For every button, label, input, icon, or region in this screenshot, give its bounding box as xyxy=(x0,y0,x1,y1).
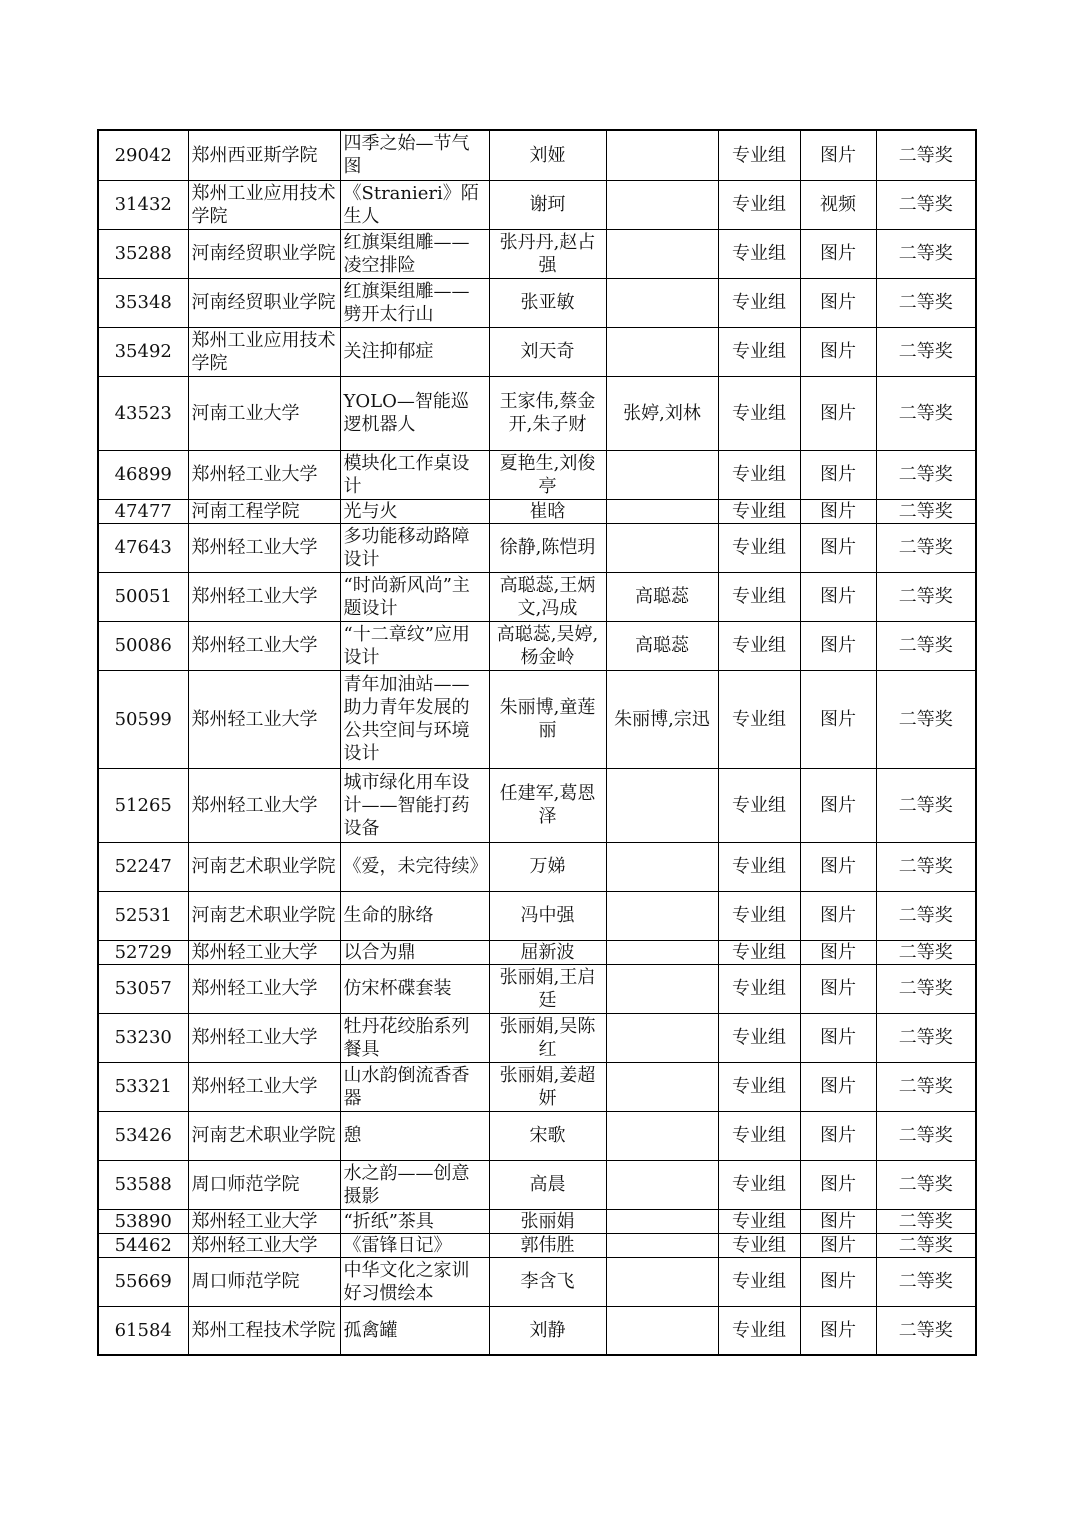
group-cell: 专业组 xyxy=(718,1013,800,1062)
award-cell: 二等奖 xyxy=(876,229,976,278)
advisor-cell: 朱丽博,宗迅 xyxy=(606,670,718,768)
work-title-cell: 《爱，未完待续》 xyxy=(340,842,489,891)
advisor-cell xyxy=(606,499,718,523)
table-row xyxy=(98,572,976,621)
work-title-cell: 红旗渠组雕——劈开太行山 xyxy=(340,278,489,327)
advisor-cell xyxy=(606,1209,718,1233)
school-cell: 郑州轻工业大学 xyxy=(188,572,340,621)
award-cell: 二等奖 xyxy=(876,621,976,670)
advisor-cell xyxy=(606,1013,718,1062)
group-cell: 专业组 xyxy=(718,327,800,376)
group-cell: 专业组 xyxy=(718,523,800,572)
award-cell: 二等奖 xyxy=(876,1111,976,1160)
table-row xyxy=(98,1257,976,1306)
group-cell: 专业组 xyxy=(718,572,800,621)
entry-id-cell: 53588 xyxy=(98,1160,188,1209)
authors-cell: 徐静,陈恺玥 xyxy=(489,523,606,572)
entry-id-cell: 54462 xyxy=(98,1233,188,1257)
work-type-cell: 图片 xyxy=(800,376,876,450)
group-cell: 专业组 xyxy=(718,499,800,523)
authors-cell: 崔晗 xyxy=(489,499,606,523)
work-title-cell: 水之韵——创意摄影 xyxy=(340,1160,489,1209)
school-cell: 郑州轻工业大学 xyxy=(188,1013,340,1062)
work-title-cell: 孤禽罐 xyxy=(340,1306,489,1355)
school-cell: 河南工程学院 xyxy=(188,499,340,523)
school-cell: 郑州轻工业大学 xyxy=(188,1209,340,1233)
table-row xyxy=(98,278,976,327)
group-cell: 专业组 xyxy=(718,940,800,964)
group-cell: 专业组 xyxy=(718,891,800,940)
award-cell: 二等奖 xyxy=(876,1013,976,1062)
work-type-cell: 图片 xyxy=(800,1257,876,1306)
table-row xyxy=(98,670,976,768)
school-cell: 河南艺术职业学院 xyxy=(188,842,340,891)
advisor-cell xyxy=(606,768,718,842)
authors-cell: 夏艳生,刘俊亭 xyxy=(489,450,606,499)
group-cell: 专业组 xyxy=(718,842,800,891)
table-row xyxy=(98,1160,976,1209)
table-row xyxy=(98,1062,976,1111)
entry-id-cell: 52531 xyxy=(98,891,188,940)
group-cell: 专业组 xyxy=(718,670,800,768)
school-cell: 郑州工业应用技术学院 xyxy=(188,180,340,229)
work-type-cell: 图片 xyxy=(800,1062,876,1111)
group-cell: 专业组 xyxy=(718,1257,800,1306)
advisor-cell: 高聪蕊 xyxy=(606,621,718,670)
award-cell: 二等奖 xyxy=(876,130,976,180)
authors-cell: 刘天奇 xyxy=(489,327,606,376)
work-title-cell: 关注抑郁症 xyxy=(340,327,489,376)
award-cell: 二等奖 xyxy=(876,670,976,768)
advisor-cell xyxy=(606,1257,718,1306)
school-cell: 郑州轻工业大学 xyxy=(188,621,340,670)
table-row xyxy=(98,621,976,670)
group-cell: 专业组 xyxy=(718,1160,800,1209)
group-cell: 专业组 xyxy=(718,376,800,450)
work-title-cell: 山水韵倒流香香器 xyxy=(340,1062,489,1111)
work-title-cell: 多功能移动路障设计 xyxy=(340,523,489,572)
advisor-cell xyxy=(606,1306,718,1355)
group-cell: 专业组 xyxy=(718,1306,800,1355)
school-cell: 郑州工程技术学院 xyxy=(188,1306,340,1355)
work-title-cell: YOLO—智能巡逻机器人 xyxy=(340,376,489,450)
table-row xyxy=(98,1233,976,1257)
school-cell: 河南艺术职业学院 xyxy=(188,1111,340,1160)
entry-id-cell: 61584 xyxy=(98,1306,188,1355)
work-title-cell: 中华文化之家训好习惯绘本 xyxy=(340,1257,489,1306)
award-cell: 二等奖 xyxy=(876,499,976,523)
work-title-cell: 《Stranieri》陌生人 xyxy=(340,180,489,229)
group-cell: 专业组 xyxy=(718,1111,800,1160)
work-title-cell: “十二章纹”应用设计 xyxy=(340,621,489,670)
entry-id-cell: 50086 xyxy=(98,621,188,670)
work-type-cell: 图片 xyxy=(800,130,876,180)
school-cell: 河南艺术职业学院 xyxy=(188,891,340,940)
work-type-cell: 图片 xyxy=(800,572,876,621)
group-cell: 专业组 xyxy=(718,450,800,499)
group-cell: 专业组 xyxy=(718,1062,800,1111)
group-cell: 专业组 xyxy=(718,180,800,229)
authors-cell: 冯中强 xyxy=(489,891,606,940)
work-type-cell: 图片 xyxy=(800,1233,876,1257)
award-cell: 二等奖 xyxy=(876,450,976,499)
award-table-body xyxy=(98,130,976,1355)
table-row xyxy=(98,499,976,523)
advisor-cell xyxy=(606,891,718,940)
work-type-cell: 图片 xyxy=(800,1209,876,1233)
work-title-cell: 四季之始—节气图 xyxy=(340,130,489,180)
authors-cell: 刘娅 xyxy=(489,130,606,180)
work-type-cell: 图片 xyxy=(800,229,876,278)
work-title-cell: 憩 xyxy=(340,1111,489,1160)
award-cell: 二等奖 xyxy=(876,1306,976,1355)
award-cell: 二等奖 xyxy=(876,278,976,327)
group-cell: 专业组 xyxy=(718,278,800,327)
entry-id-cell: 52729 xyxy=(98,940,188,964)
work-title-cell: 青年加油站——助力青年发展的公共空间与环境设计 xyxy=(340,670,489,768)
advisor-cell xyxy=(606,450,718,499)
authors-cell: 屈新波 xyxy=(489,940,606,964)
school-cell: 郑州轻工业大学 xyxy=(188,523,340,572)
school-cell: 郑州工业应用技术学院 xyxy=(188,327,340,376)
entry-id-cell: 35288 xyxy=(98,229,188,278)
award-cell: 二等奖 xyxy=(876,572,976,621)
award-cell: 二等奖 xyxy=(876,891,976,940)
advisor-cell xyxy=(606,327,718,376)
entry-id-cell: 46899 xyxy=(98,450,188,499)
work-type-cell: 图片 xyxy=(800,940,876,964)
work-title-cell: 以合为鼎 xyxy=(340,940,489,964)
award-cell: 二等奖 xyxy=(876,1062,976,1111)
award-table xyxy=(97,129,977,1356)
award-cell: 二等奖 xyxy=(876,327,976,376)
school-cell: 河南经贸职业学院 xyxy=(188,229,340,278)
award-cell: 二等奖 xyxy=(876,523,976,572)
group-cell: 专业组 xyxy=(718,1233,800,1257)
advisor-cell xyxy=(606,964,718,1013)
advisor-cell xyxy=(606,1111,718,1160)
school-cell: 郑州轻工业大学 xyxy=(188,768,340,842)
table-row xyxy=(98,964,976,1013)
work-title-cell: 光与火 xyxy=(340,499,489,523)
entry-id-cell: 50599 xyxy=(98,670,188,768)
advisor-cell: 高聪蕊 xyxy=(606,572,718,621)
advisor-cell: 张婷,刘林 xyxy=(606,376,718,450)
work-type-cell: 图片 xyxy=(800,1111,876,1160)
authors-cell: 张丽娟,王启廷 xyxy=(489,964,606,1013)
group-cell: 专业组 xyxy=(718,130,800,180)
authors-cell: 张丹丹,赵占强 xyxy=(489,229,606,278)
award-cell: 二等奖 xyxy=(876,964,976,1013)
award-cell: 二等奖 xyxy=(876,1209,976,1233)
group-cell: 专业组 xyxy=(718,768,800,842)
table-row xyxy=(98,523,976,572)
group-cell: 专业组 xyxy=(718,1209,800,1233)
table-row xyxy=(98,940,976,964)
award-cell: 二等奖 xyxy=(876,1160,976,1209)
entry-id-cell: 51265 xyxy=(98,768,188,842)
school-cell: 郑州轻工业大学 xyxy=(188,940,340,964)
work-title-cell: 红旗渠组雕——凌空排险 xyxy=(340,229,489,278)
table-row xyxy=(98,376,976,450)
work-type-cell: 图片 xyxy=(800,1160,876,1209)
work-title-cell: 城市绿化用车设计——智能打药设备 xyxy=(340,768,489,842)
authors-cell: 张丽娟,吴陈红 xyxy=(489,1013,606,1062)
advisor-cell xyxy=(606,1062,718,1111)
award-cell: 二等奖 xyxy=(876,376,976,450)
work-type-cell: 图片 xyxy=(800,621,876,670)
school-cell: 郑州西亚斯学院 xyxy=(188,130,340,180)
table-row xyxy=(98,842,976,891)
award-cell: 二等奖 xyxy=(876,768,976,842)
authors-cell: 宋歌 xyxy=(489,1111,606,1160)
work-type-cell: 图片 xyxy=(800,278,876,327)
work-type-cell: 图片 xyxy=(800,1306,876,1355)
advisor-cell xyxy=(606,130,718,180)
work-type-cell: 图片 xyxy=(800,768,876,842)
work-title-cell: 《雷锋日记》 xyxy=(340,1233,489,1257)
entry-id-cell: 47643 xyxy=(98,523,188,572)
work-title-cell: 生命的脉络 xyxy=(340,891,489,940)
entry-id-cell: 47477 xyxy=(98,499,188,523)
advisor-cell xyxy=(606,842,718,891)
entry-id-cell: 53890 xyxy=(98,1209,188,1233)
table-row xyxy=(98,1209,976,1233)
school-cell: 郑州轻工业大学 xyxy=(188,964,340,1013)
work-type-cell: 图片 xyxy=(800,891,876,940)
work-type-cell: 图片 xyxy=(800,670,876,768)
group-cell: 专业组 xyxy=(718,229,800,278)
work-type-cell: 图片 xyxy=(800,1013,876,1062)
school-cell: 河南经贸职业学院 xyxy=(188,278,340,327)
work-title-cell: “折纸”茶具 xyxy=(340,1209,489,1233)
work-title-cell: 模块化工作桌设计 xyxy=(340,450,489,499)
group-cell: 专业组 xyxy=(718,621,800,670)
school-cell: 河南工业大学 xyxy=(188,376,340,450)
table-row xyxy=(98,450,976,499)
authors-cell: 张亚敏 xyxy=(489,278,606,327)
award-cell: 二等奖 xyxy=(876,1257,976,1306)
authors-cell: 郭伟胜 xyxy=(489,1233,606,1257)
authors-cell: 谢珂 xyxy=(489,180,606,229)
table-row xyxy=(98,229,976,278)
authors-cell: 刘静 xyxy=(489,1306,606,1355)
school-cell: 郑州轻工业大学 xyxy=(188,1062,340,1111)
work-type-cell: 图片 xyxy=(800,450,876,499)
table-row xyxy=(98,180,976,229)
authors-cell: 朱丽博,童莲丽 xyxy=(489,670,606,768)
advisor-cell xyxy=(606,940,718,964)
award-cell: 二等奖 xyxy=(876,842,976,891)
entry-id-cell: 29042 xyxy=(98,130,188,180)
entry-id-cell: 53057 xyxy=(98,964,188,1013)
advisor-cell xyxy=(606,523,718,572)
entry-id-cell: 55669 xyxy=(98,1257,188,1306)
entry-id-cell: 35348 xyxy=(98,278,188,327)
school-cell: 周口师范学院 xyxy=(188,1257,340,1306)
award-cell: 二等奖 xyxy=(876,1233,976,1257)
authors-cell: 张丽娟,姜超妍 xyxy=(489,1062,606,1111)
table-row xyxy=(98,130,976,180)
advisor-cell xyxy=(606,229,718,278)
authors-cell: 万娣 xyxy=(489,842,606,891)
advisor-cell xyxy=(606,180,718,229)
award-cell: 二等奖 xyxy=(876,180,976,229)
authors-cell: 高聪蕊,王炳文,冯成 xyxy=(489,572,606,621)
entry-id-cell: 53426 xyxy=(98,1111,188,1160)
entry-id-cell: 53230 xyxy=(98,1013,188,1062)
work-title-cell: 仿宋杯碟套装 xyxy=(340,964,489,1013)
authors-cell: 高晨 xyxy=(489,1160,606,1209)
work-type-cell: 图片 xyxy=(800,523,876,572)
work-type-cell: 视频 xyxy=(800,180,876,229)
advisor-cell xyxy=(606,1160,718,1209)
authors-cell: 王家伟,蔡金开,朱子财 xyxy=(489,376,606,450)
entry-id-cell: 53321 xyxy=(98,1062,188,1111)
authors-cell: 李含飞 xyxy=(489,1257,606,1306)
work-type-cell: 图片 xyxy=(800,327,876,376)
advisor-cell xyxy=(606,278,718,327)
authors-cell: 张丽娟 xyxy=(489,1209,606,1233)
entry-id-cell: 43523 xyxy=(98,376,188,450)
school-cell: 郑州轻工业大学 xyxy=(188,450,340,499)
entry-id-cell: 31432 xyxy=(98,180,188,229)
entry-id-cell: 50051 xyxy=(98,572,188,621)
work-title-cell: “时尚新风尚”主题设计 xyxy=(340,572,489,621)
work-type-cell: 图片 xyxy=(800,964,876,1013)
table-row xyxy=(98,1111,976,1160)
advisor-cell xyxy=(606,1233,718,1257)
table-row xyxy=(98,327,976,376)
table-row xyxy=(98,1306,976,1355)
authors-cell: 高聪蕊,吴婷,杨金岭 xyxy=(489,621,606,670)
school-cell: 郑州轻工业大学 xyxy=(188,670,340,768)
work-type-cell: 图片 xyxy=(800,499,876,523)
work-title-cell: 牡丹花绞胎系列餐具 xyxy=(340,1013,489,1062)
group-cell: 专业组 xyxy=(718,964,800,1013)
table-row xyxy=(98,768,976,842)
award-cell: 二等奖 xyxy=(876,940,976,964)
entry-id-cell: 35492 xyxy=(98,327,188,376)
school-cell: 郑州轻工业大学 xyxy=(188,1233,340,1257)
table-row xyxy=(98,1013,976,1062)
entry-id-cell: 52247 xyxy=(98,842,188,891)
authors-cell: 任建军,葛恩泽 xyxy=(489,768,606,842)
school-cell: 周口师范学院 xyxy=(188,1160,340,1209)
table-row xyxy=(98,891,976,940)
work-type-cell: 图片 xyxy=(800,842,876,891)
